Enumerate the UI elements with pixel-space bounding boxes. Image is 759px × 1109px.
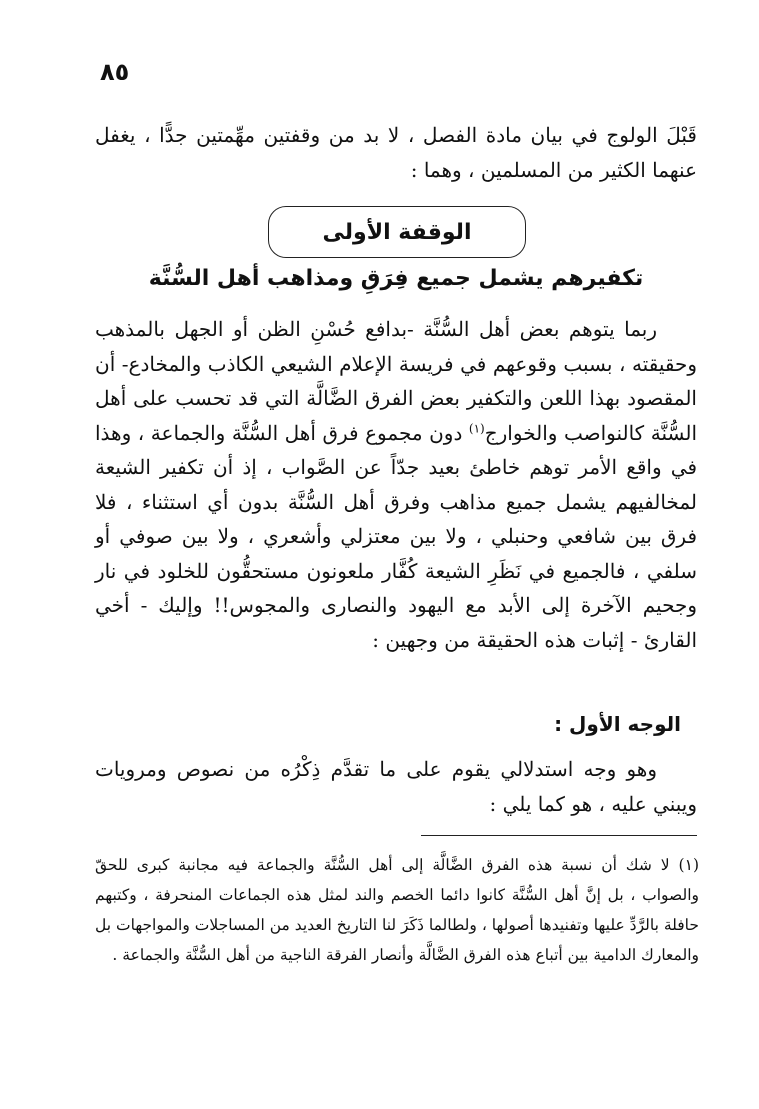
footnote-divider [421, 835, 697, 836]
footnote-marker: (١) [678, 856, 699, 874]
section-heading: تكفيرهم يشمل جميع فِرَقِ ومذاهب أهل السُّنَّة [148, 266, 644, 291]
footnote-reference[interactable]: (١) [468, 420, 485, 435]
page-number: ٨٥ [100, 58, 130, 86]
footnote-text: لا شك أن نسبة هذه الفرق الضَّالَّة إلى أهل السُّنَّة والجماعة فيه مجانبة كبرى للحقّ والصواب ، بل إنَّ أهل السُّنَّة كانوا دائما الخصم والند لمثل هذه الجماعات المنحرفة ، وكتبهم حافلة بالرَّدِّ عليها وتفنيدها أصولها ، ولطالما ذَكَرَ لنا التاريخ العديد من المساجلات والمواجهات بل والمعارك الدامية بين أتباع هذه الفرق الضَّالَّة وأنصار الفرقة الناجية من أهل السُّنَّة والجماعة . [95, 856, 699, 964]
section-title-box [268, 206, 526, 258]
main-text-after-ref: دون مجموع فرق أهل السُّنَّة والجماعة ، وهذا في واقع الأمر توهم خاطئ بعيد جدّاً عن الصَّواب ، إذ أن تكفير الشيعة لمخالفيهم يشمل جميع مذاهب وفرق أهل السُّنَّة بدون أي استثناء ، فلا فرق بين شافعي وحنبلي ، ولا بين معتزلي وأشعري ، ولا بين صوفي أو سلفي ، فالجميع في نَظَرِ الشيعة كُفَّار ملعونون مستحقُّون للخلود في نار وجحيم الآخرة إلى الأبد مع اليهود والنصارى والمجوس!! وإليك - أخي القارئ - إثبات هذه الحقيقة من وجهين : [95, 420, 698, 652]
footnote [95, 850, 699, 970]
main-paragraph [95, 312, 697, 657]
first-aspect-paragraph: وهو وجه استدلالي يقوم على ما تقدَّم ذِكْرُه من نصوص ومرويات ويبني عليه ، هو كما يلي : [95, 757, 697, 816]
intro-paragraph: قَبْلَ الولوج في بيان مادة الفصل ، لا بد من وقفتين مهِّمتين جدًّا ، يغفل عنهما الكثير من المسلمين ، وهما : [95, 123, 697, 182]
first-aspect-heading: الوجه الأول : [554, 712, 681, 736]
section-title: الوقفة الأولى [322, 219, 472, 245]
main-text-before-ref: ربما يتوهم بعض أهل السُّنَّة -بدافع حُسْنِ الظن أو الجهل بالمذهب وحقيقته ، بسبب وقوعهم في فريسة الإعلام الشيعي الكاذب والمخادع- أن المقصود بهذا اللعن والتكفير بعض الفرق الضَّالَّة التي قد تحسب على أهل السُّنَّة كالنواصب والخوارج [95, 317, 697, 445]
